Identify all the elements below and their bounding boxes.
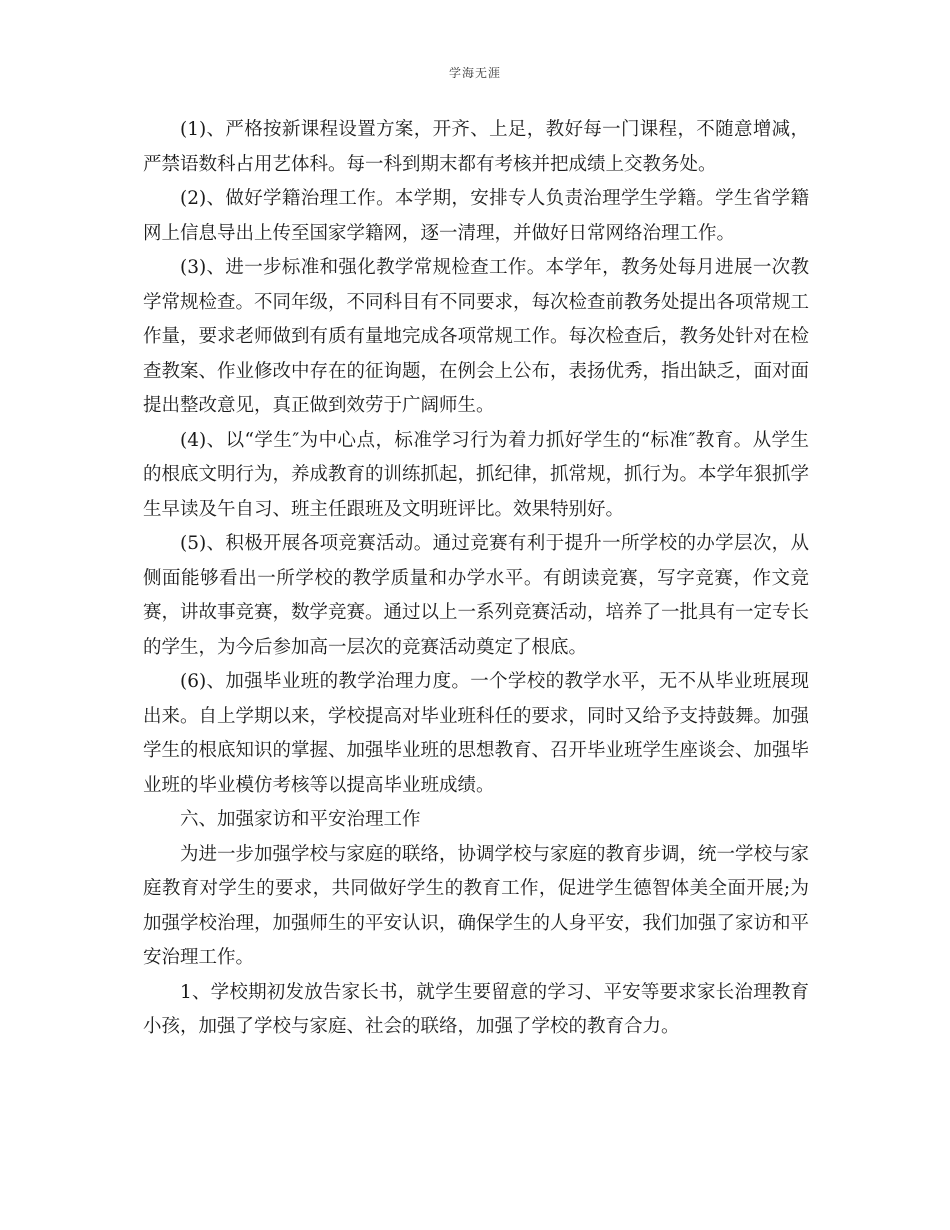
paragraph-7: 为进一步加强学校与家庭的联络，协调学校与家庭的教育步调，统一学校与家庭教育对学生的要求，共同做好学生的教育工作，促进学生德智体美全面开展;为加强学校治理，加强师生的平安认识，确保学生的人身平安，我们加强了家访和平安治理工作。 xyxy=(143,843,810,968)
paragraph-6: (6)、加强毕业班的教学治理力度。一个学校的教学水平，无不从毕业班展现出来。自上学期以来，学校提高对毕业班科任的要求，同时又给予支持鼓舞。加强学生的根底知识的掌握、加强毕业班的思想教育、召开毕业班学生座谈会、加强毕业班的毕业模仿考核等以提高毕业班成绩。 xyxy=(143,671,810,796)
paragraph-2: (2)、做好学籍治理工作。本学期，安排专人负责治理学生学籍。学生省学籍网上信息导出上传至国家学籍网，逐一清理，并做好日常网络治理工作。 xyxy=(143,188,809,244)
document-body xyxy=(143,113,809,1045)
page-header: 学海无涯 xyxy=(448,66,501,80)
paragraph-1: (1)、严格按新课程设置方案，开齐、上足，教好每一门课程，不随意增减，严禁语数科占用艺体科。每一科到期末都有考核并把成绩上交教务处。 xyxy=(143,119,809,175)
paragraph-8: 1、学校期初发放告家长书，就学生要留意的学习、平安等要求家长治理教育小孩，加强了学校与家庭、社会的联络，加强了学校的教育合力。 xyxy=(143,981,809,1037)
section-heading: 六、加强家访和平安治理工作 xyxy=(180,809,421,830)
paragraph-3: (3)、进一步标准和强化教学常规检查工作。本学年，教务处每月进展一次教学常规检查。不同年级，不同科目有不同要求，每次检查前教务处提出各项常规工作量，要求老师做到有质有量地完成各项常规工作。每次检查后，教务处针对在检查教案、作业修改中存在的征询题，在例会上公布，表扬优秀，指出缺乏，面对面提出整改意见，真正做到效劳于广阔师生。 xyxy=(143,257,810,416)
paragraph-4: (4)、以“学生″为中心点，标准学习行为着力抓好学生的“标准″教育。从学生的根底文明行为，养成教育的训练抓起，抓纪律，抓常规，抓行为。本学年狠抓学生早读及午自习、班主任跟班及文明班评比。效果特别好。 xyxy=(143,429,810,520)
paragraph-5: (5)、积极开展各项竞赛活动。通过竞赛有利于提升一所学校的办学层次，从侧面能够看出一所学校的教学质量和办学水平。有朗读竞赛，写字竞赛，作文竞赛，讲故事竞赛，数学竞赛。通过以上一系列竞赛活动，培养了一批具有一定专长的学生，为今后参加高一层次的竞赛活动奠定了根底。 xyxy=(143,533,810,658)
